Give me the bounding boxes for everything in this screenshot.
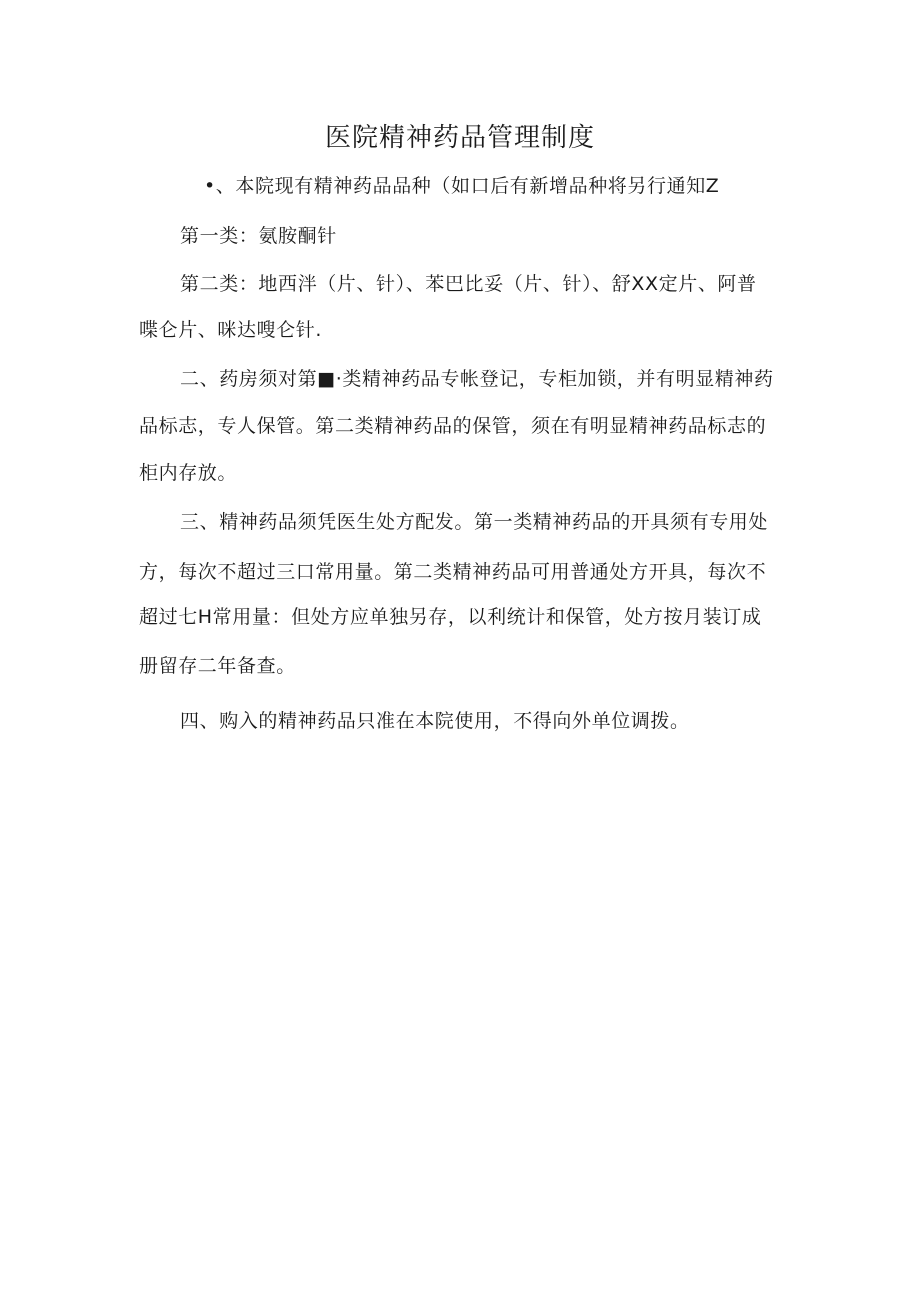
section-two-line-1: 二、药房须对第■·类精神药品专帐登记，专柜加锁，并有明显精神药 [180,368,774,390]
category-one-line: 第一类：氨胺酮针 [180,225,337,247]
section-three-line-2: 方，每次不超过三口常用量。第二类精神药品可用普通处方开具，每次不 [139,561,767,583]
section-two-line-2: 品标志，专人保管。第二类精神药品的保管，须在有明显精神药品标志的 [139,415,767,437]
section-three-line-4: 册留存二年备查。 [139,655,296,677]
category-two-line-cont: 喋仑片、咪达嗖仑针. [139,319,323,341]
section-three-line-1: 三、精神药品须凭医生处方配发。第一类精神药品的开具须有专用处 [180,511,769,533]
section-two-line-3: 柜内存放。 [139,462,238,484]
section-one-intro: •、本院现有精神药品品种（如口后有新增品种将另行通知Z [204,175,720,197]
section-three-line-3: 超过七H常用量：但处方应单独另存，以利统计和保管，处方按月装订成 [139,606,762,628]
document-title: 医院精神药品管理制度 [324,123,595,153]
section-four-line: 四、购入的精神药品只准在本院使用，不得向外单位调拨。 [180,710,690,732]
category-two-line: 第二类：地西泮（片、针）、苯巴比妥（片、针）、舒XX定片、阿普 [180,273,757,295]
